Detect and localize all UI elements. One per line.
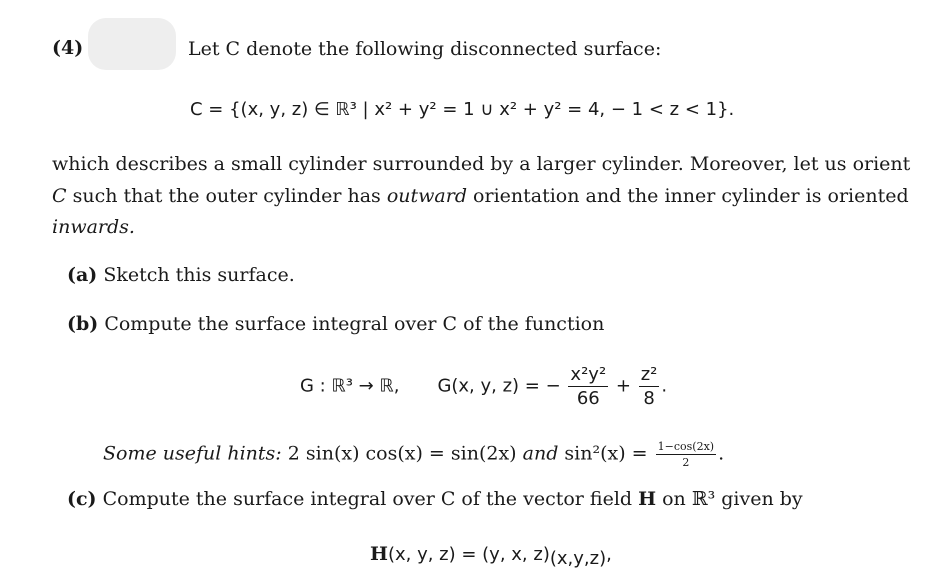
problem-number: (4) (52, 37, 84, 59)
description-line-3: inwards. (52, 216, 135, 238)
part-a-text: Sketch this surface. (103, 264, 295, 286)
plus-sign: + (615, 375, 631, 397)
vector-field-subscript: (x,y,z) (549, 548, 607, 569)
description-emphasis: outward (386, 185, 468, 207)
fraction-2-numerator: z² (640, 364, 658, 385)
part-c-text: Compute the surface integral over C of the vector field (102, 488, 639, 510)
part-a-label: (a) (67, 264, 98, 286)
formula-end: . (661, 375, 668, 397)
fraction-2-denominator: 8 (639, 386, 660, 409)
hint-fraction-numerator: 1−cos(2x) (657, 440, 715, 453)
part-c-field-symbol: H (638, 488, 657, 510)
hint-and: and (516, 442, 565, 465)
function-lhs: G(x, y, z) = − (437, 375, 561, 397)
description-text: such that the outer cylinder has (66, 185, 387, 207)
set-definition: C = {(x, y, z) ∈ ℝ³ | x² + y² = 1 ∪ x² + y² = 4, − 1 < z < 1}. (190, 99, 735, 120)
part-b (67, 313, 604, 335)
fraction-1 (568, 364, 608, 409)
fraction-1-denominator: 66 (568, 386, 608, 409)
part-b-label: (b) (67, 313, 99, 335)
vector-field-definition: (x, y, z) = (y, x, z) (387, 544, 550, 565)
hint-identity-1: 2 sin(x) cos(x) = sin(2x) (287, 442, 517, 465)
hint-fraction-denominator: 2 (656, 454, 716, 469)
hint-end: . (718, 442, 725, 465)
vector-field-symbol: H (370, 543, 388, 565)
hint-identity-2: sin²(x) = (564, 442, 654, 465)
function-formula (300, 364, 667, 409)
description-line-2 (52, 185, 909, 207)
vector-field-formula (370, 543, 612, 569)
hint-label: Some useful hints: (103, 442, 288, 465)
hint-fraction (656, 440, 716, 469)
part-c-label: (c) (67, 488, 97, 510)
part-c (67, 488, 803, 510)
function-map: G : ℝ³ → ℝ, (300, 375, 400, 397)
description-text-end: orientation and the inner cylinder is oriented (467, 185, 909, 207)
description-line-1: which describes a small cylinder surrounded by a larger cylinder. Moreover, let us orient (52, 153, 911, 175)
description-symbol-c: C (52, 185, 67, 207)
part-b-text: Compute the surface integral over C of the function (104, 313, 605, 335)
fraction-1-numerator: x²y² (570, 364, 607, 385)
problem-intro: Let C denote the following disconnected surface: (188, 38, 662, 60)
vector-field-end: , (606, 544, 612, 565)
redacted-region (88, 18, 176, 70)
hints-line (103, 440, 724, 469)
fraction-2 (639, 364, 660, 409)
part-a (67, 264, 295, 286)
part-c-text-end: on ℝ³ given by (656, 488, 803, 510)
